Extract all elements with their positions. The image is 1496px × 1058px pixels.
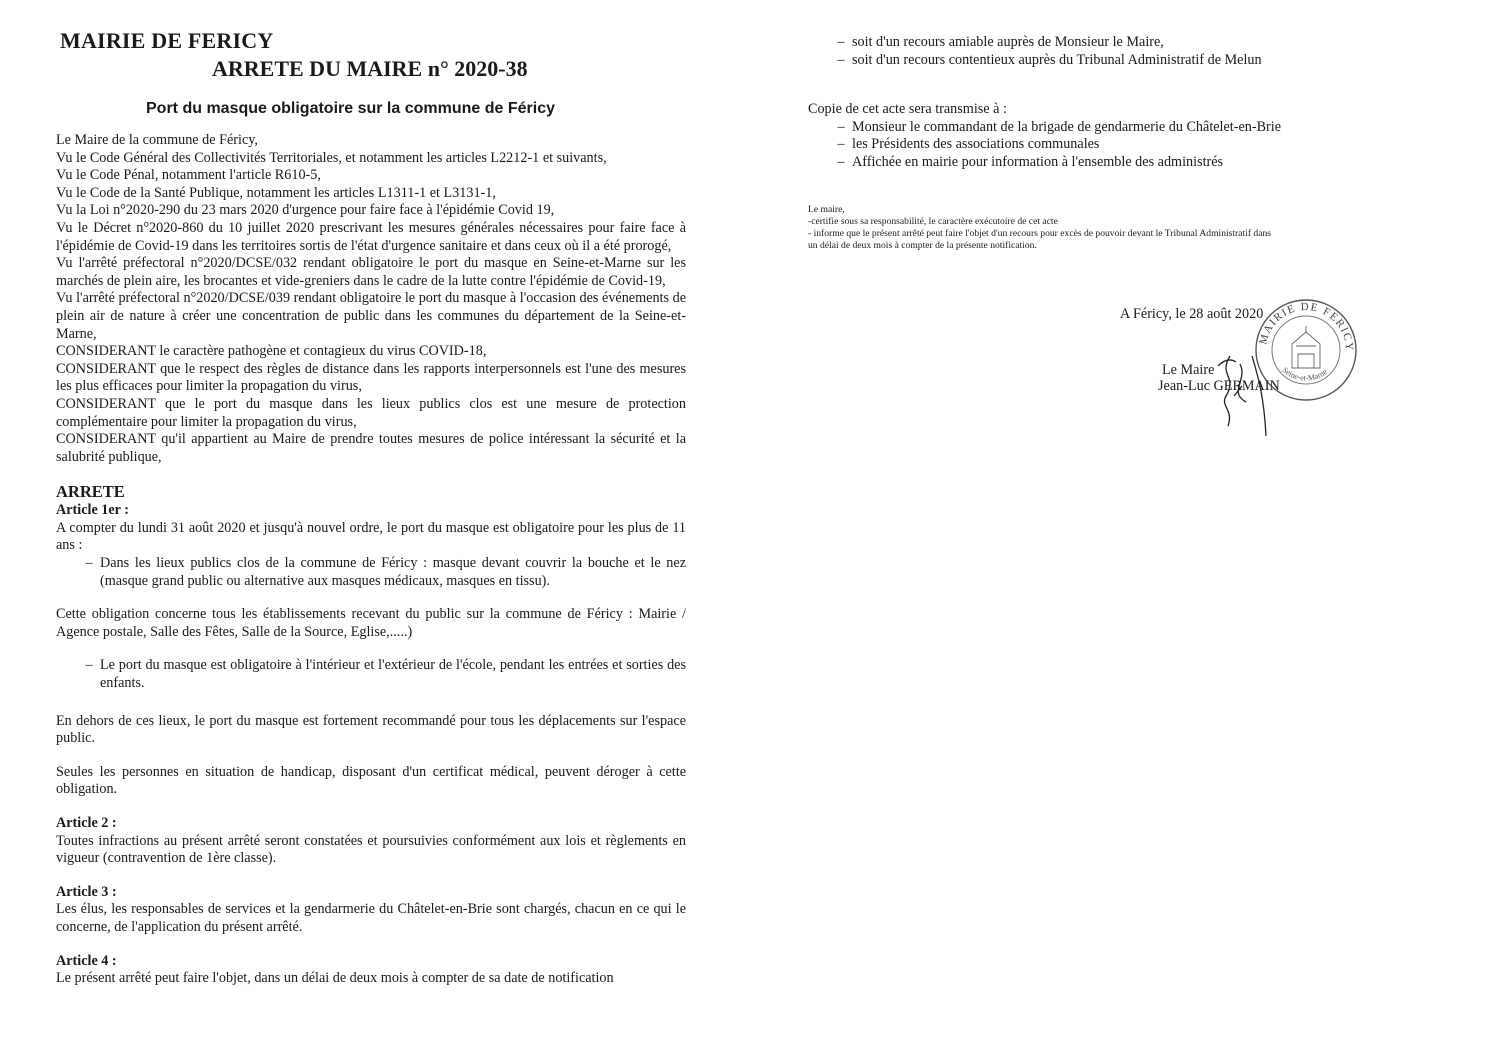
list-item bbox=[808, 52, 1428, 70]
signature-name: Jean-Luc GERMAIN bbox=[1158, 378, 1280, 394]
list-item-text: les Présidents des associations communales bbox=[852, 136, 1100, 153]
preamble bbox=[56, 132, 686, 466]
arrete-title: ARRETE DU MAIRE n° 2020-38 bbox=[212, 56, 528, 81]
list-item-text: Dans les lieux publics clos de la commune de Féricy : masque devant couvrir la bouche et le nez (masque grand public ou alternative aux masques médicaux, masques en tissu). bbox=[100, 555, 686, 589]
article-title: Article 1er : bbox=[56, 502, 129, 519]
svg-text:MAIRIE DE FERICY: MAIRIE DE FERICY bbox=[1257, 300, 1356, 353]
list-item-text: Le port du masque est obligatoire à l'intérieur et l'extérieur de l'école, pendant les entrées et sorties des enfants. bbox=[100, 657, 686, 692]
dash-icon: – bbox=[837, 136, 845, 153]
preamble-line: Vu le Décret n°2020-860 du 10 juillet 2020 prescrivant les mesures générales nécessaires pour faire face à l'épidémie de Covid-19 dans les territoires sortis de l'état d'urgence sanitaire et dans ceux où il a été prorogé, bbox=[56, 219, 686, 254]
preamble-line: Vu le Code Général des Collectivités Territoriales, et notamment les articles L2212-1 et suivants, bbox=[56, 149, 607, 166]
copie-intro: Copie de cet acte sera transmise à : bbox=[808, 101, 1007, 118]
article-text: Toutes infractions au présent arrêté seront constatées et poursuivies conformément aux lois et règlements en vigueur (contravention de 1ère classe). bbox=[56, 832, 686, 867]
article-title: Article 3 : bbox=[56, 883, 117, 900]
preamble-line: CONSIDERANT le caractère pathogène et contagieux du virus COVID-18, bbox=[56, 343, 487, 360]
note-line: un délai de deux mois à compter de la présente notification. bbox=[808, 240, 1037, 252]
dash-icon: – bbox=[85, 657, 93, 674]
arrete-subject: Port du masque obligatoire sur la commune de Féricy bbox=[146, 100, 555, 117]
article-text: Le présent arrêté peut faire l'objet, dans un délai de deux mois à compter de sa date de notification bbox=[56, 970, 614, 987]
article-text: Les élus, les responsables de services et la gendarmerie du Châtelet-en-Brie sont chargés, chacun en ce qui le concerne, de l'application du présent arrêté. bbox=[56, 901, 686, 935]
preamble-line: Vu le Code Pénal, notamment l'article R610-5, bbox=[56, 167, 321, 184]
list-item-text: soit d'un recours amiable auprès de Monsieur le Maire, bbox=[852, 34, 1164, 50]
list-item bbox=[808, 154, 1428, 172]
list-item bbox=[56, 657, 686, 692]
right-column bbox=[808, 34, 1428, 252]
signature-date: A Féricy, le 28 août 2020 bbox=[1120, 306, 1264, 322]
certification-note bbox=[808, 204, 1428, 253]
note-line: - informe que le présent arrêté peut faire l'objet d'un recours pour excès de pouvoir devant le Tribunal Administratif dans bbox=[808, 227, 1272, 239]
article-1 bbox=[56, 502, 686, 799]
preamble-line: Vu la Loi n°2020-290 du 23 mars 2020 d'urgence pour faire face à l'épidémie Covid 19, bbox=[56, 202, 555, 219]
article-title: Article 4 : bbox=[56, 952, 117, 969]
article-3 bbox=[56, 884, 686, 937]
preamble-line: Vu l'arrêté préfectoral n°2020/DCSE/032 rendant obligatoire le port du masque en Seine-et-Marne sur les marchés de plein aire, les brocantes et vide-greniers dans le cadre de la lutte contre l'épidémie de Covid-19, bbox=[56, 255, 686, 289]
recours-list bbox=[808, 34, 1428, 69]
signature-block bbox=[1118, 300, 1418, 446]
list-item-text: soit d'un recours contentieux auprès du Tribunal Administratif de Melun bbox=[852, 51, 1262, 68]
article-text: Cette obligation concerne tous les établissements recevant du public sur la commune de Féricy : Mairie / Agence postale, Salle des Fêtes, Salle de la Source, Eglise,.....) bbox=[56, 606, 686, 640]
mairie-title: MAIRIE DE FERICY bbox=[60, 28, 274, 53]
dash-icon: – bbox=[837, 153, 845, 170]
preamble-line: Vu l'arrêté préfectoral n°2020/DCSE/039 rendant obligatoire le port du masque à l'occasion des événements de plein air de nature à créer une concentration de public dans les communes du département de la Seine-et-Marne, bbox=[56, 290, 686, 342]
svg-text:Seine-et-Marne: Seine-et-Marne bbox=[1280, 365, 1329, 383]
arrete-heading: ARRETE bbox=[56, 482, 125, 502]
note-line: -certifie sous sa responsabilité, le caractère exécutoire de cet acte bbox=[808, 215, 1058, 227]
dash-icon: – bbox=[85, 555, 93, 572]
list-item bbox=[808, 136, 1428, 154]
preamble-line: Vu le Code de la Santé Publique, notamment les articles L1311-1 et L3131-1, bbox=[56, 184, 496, 201]
list-item bbox=[56, 555, 686, 590]
article-2 bbox=[56, 815, 686, 868]
left-column bbox=[56, 28, 686, 988]
article-text: Seules les personnes en situation de handicap, disposant d'un certificat médical, peuvent déroger à cette obligation. bbox=[56, 763, 686, 798]
list-item-text: Affichée en mairie pour information à l'ensemble des administrés bbox=[852, 153, 1224, 170]
preamble-line: Le Maire de la commune de Féricy, bbox=[56, 132, 258, 148]
list-item bbox=[808, 34, 1428, 52]
preamble-line: CONSIDERANT qu'il appartient au Maire de prendre toutes mesures de police intéressant la sécurité et la salubrité publique, bbox=[56, 431, 686, 465]
preamble-line: CONSIDERANT que le port du masque dans les lieux publics clos est une mesure de protection complémentaire pour limiter la propagation du virus, bbox=[56, 395, 686, 430]
dash-icon: – bbox=[837, 51, 845, 68]
article-text: En dehors de ces lieux, le port du masque est fortement recommandé pour tous les déplacements sur l'espace public. bbox=[56, 712, 686, 747]
article-text: A compter du lundi 31 août 2020 et jusqu'à nouvel ordre, le port du masque est obligatoire pour les plus de 11 ans : bbox=[56, 519, 686, 554]
list-item-text: Monsieur le commandant de la brigade de gendarmerie du Châtelet-en-Brie bbox=[852, 118, 1282, 135]
dash-icon: – bbox=[837, 118, 845, 135]
article-title: Article 2 : bbox=[56, 815, 117, 831]
copie-list bbox=[808, 119, 1428, 172]
preamble-line: CONSIDERANT que le respect des règles de distance dans les rapports interpersonnels est l'une des mesures les plus efficaces pour limiter la propagation du virus, bbox=[56, 360, 686, 395]
signature-role: Le Maire bbox=[1162, 362, 1215, 378]
article-4 bbox=[56, 953, 686, 988]
dash-icon: – bbox=[837, 34, 845, 50]
note-line: Le maire, bbox=[808, 203, 845, 215]
list-item bbox=[808, 119, 1428, 137]
